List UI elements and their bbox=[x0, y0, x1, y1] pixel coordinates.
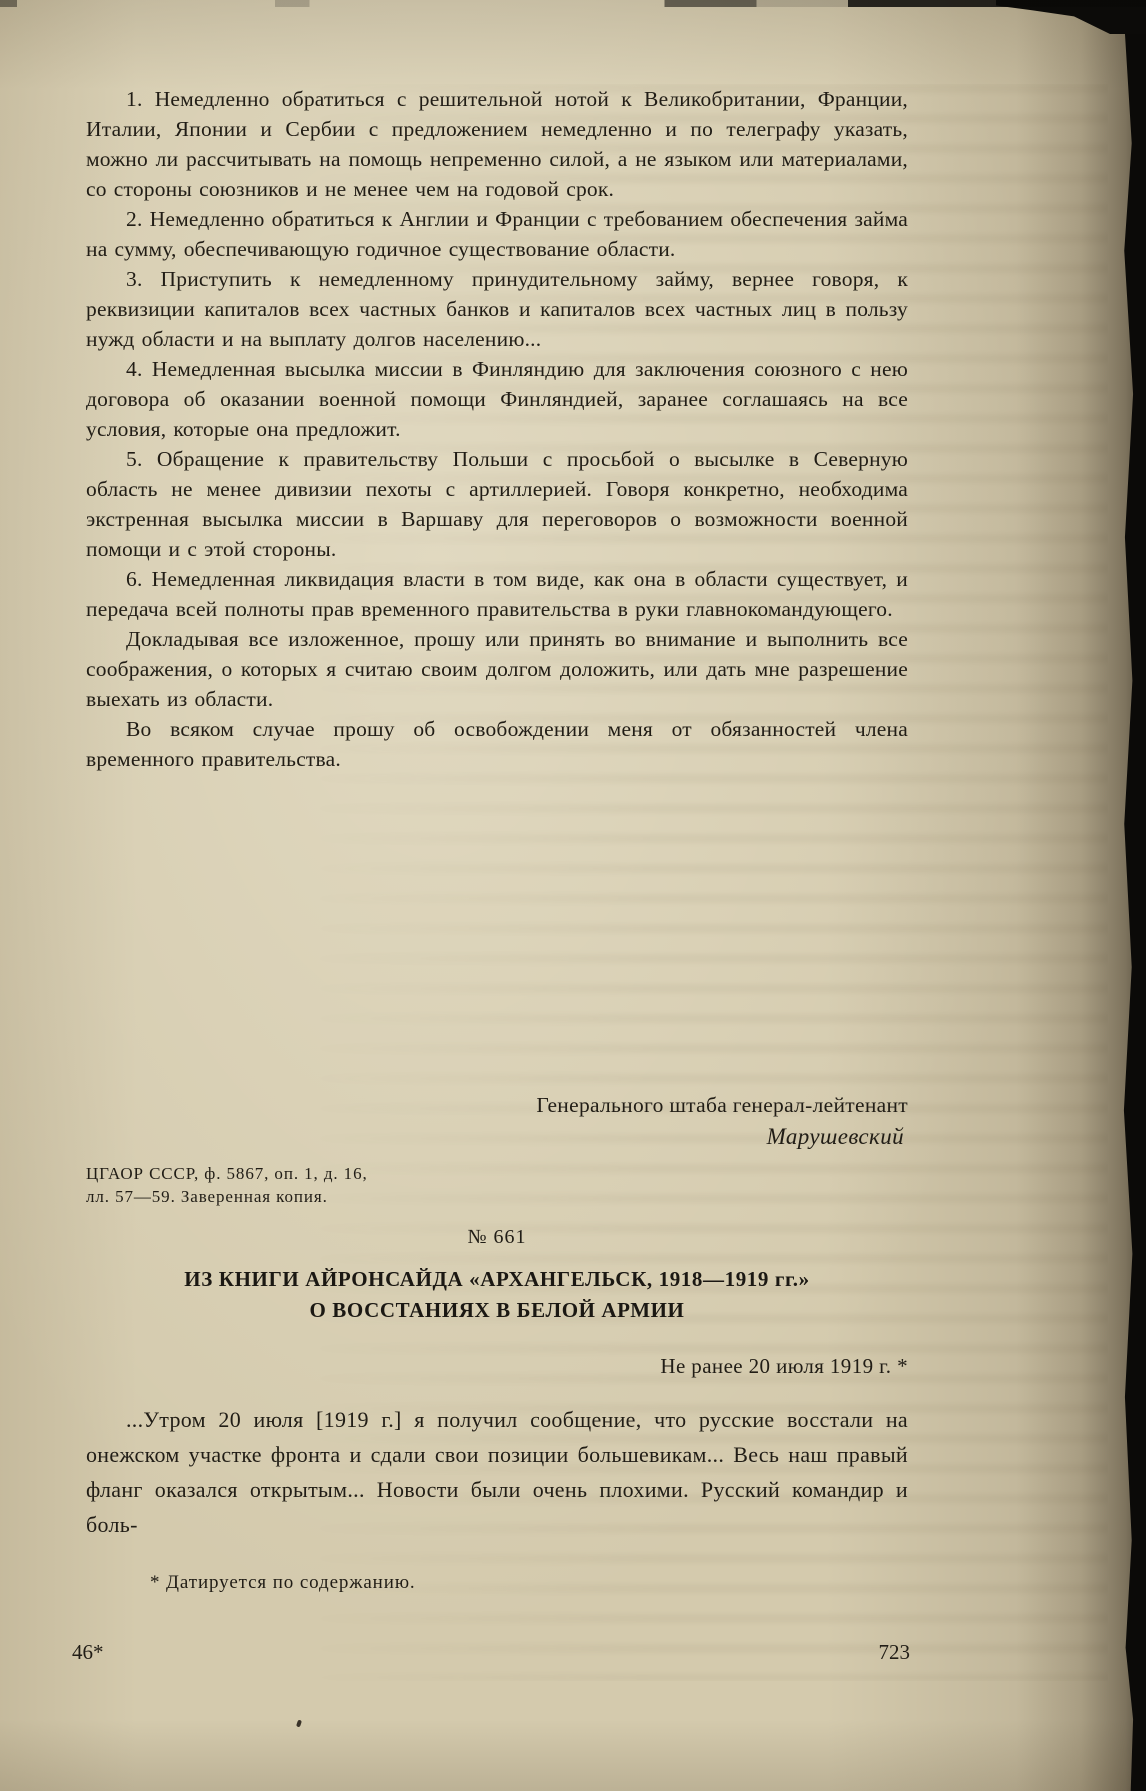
page-footer bbox=[72, 1640, 910, 1665]
document-number: № 661 bbox=[467, 1226, 527, 1248]
footnote: * Датируется по содержанию. bbox=[150, 1572, 416, 1593]
ultimatum-point-6: 6. Немедленная ликвидация власти в том виде, как она в области существует, и передача всей полноты прав временного правительства в руки главнокомандующего. bbox=[86, 567, 908, 621]
excerpt-paragraph: ...Утром 20 июля [1919 г.] я получил сообщение, что русские восстали на онежском участке фронта и сдали свои позиции большевикам... Весь наш правый фланг оказался открытым... Новости были очень плохими. Русский командир и боль- bbox=[86, 1407, 908, 1537]
ultimatum-point-5: 5. Обращение к правительству Польши с просьбой о высылке в Северную область не менее дивизии пехоты с артиллерией. Говоря конкретно, необходима экстренная высылка миссии в Варшаву для переговоров о возможности военной помощи и с этой стороны. bbox=[86, 447, 908, 561]
document-heading bbox=[86, 1264, 908, 1326]
scan-edge-top bbox=[0, 0, 1146, 7]
document-heading-line1: ИЗ КНИГИ АЙРОНСАЙДА «АРХАНГЕЛЬСК, 1918—1919 гг.» bbox=[184, 1267, 810, 1291]
ultimatum-point-4: 4. Немедленная высылка миссии в Финляндию для заключения союзного с нею договора об оказании военной помощи Финляндией, заранее соглашаясь на все условия, которые она предложит. bbox=[86, 357, 908, 441]
archive-reference-line1: ЦГАОР СССР, ф. 5867, оп. 1, д. 16, bbox=[86, 1164, 368, 1183]
signature-name: Марушевский bbox=[766, 1124, 904, 1149]
ink-speck bbox=[296, 1720, 302, 1728]
archive-reference bbox=[86, 1162, 368, 1208]
scan-edge-right bbox=[1112, 0, 1146, 1791]
quire-signature-mark: 46* bbox=[72, 1640, 104, 1664]
document-dateline: Не ранее 20 июля 1919 г. * bbox=[660, 1354, 908, 1378]
closing-paragraph-2: Во всяком случае прошу об освобождении меня от обязанностей члена временного правительства. bbox=[86, 717, 908, 771]
signature-block bbox=[86, 1090, 908, 1154]
closing-paragraph-1: Докладывая все изложенное, прошу или принять во внимание и выполнить все соображения, о которых я считаю своим долгом доложить, или дать мне разрешение выехать из области. bbox=[86, 627, 908, 711]
ultimatum-point-3: 3. Приступить к немедленному принудительному займу, вернее говоря, к реквизиции капиталов всех частных банков и капиталов всех частных лиц в пользу нужд области и на выплату долгов населению... bbox=[86, 267, 908, 351]
document-heading-line2: О ВОССТАНИЯХ В БЕЛОЙ АРМИИ bbox=[309, 1298, 685, 1322]
archive-reference-line2: лл. 57—59. Заверенная копия. bbox=[86, 1187, 328, 1206]
ultimatum-point-2: 2. Немедленно обратиться к Англии и Франции с требованием обеспечения займа на сумму, обеспечивающую годичное существование области. bbox=[86, 207, 908, 261]
ultimatum-point-1: 1. Немедленно обратиться с решительной нотой к Великобритании, Франции, Италии, Японии и Сербии с предложением немедленно и по телеграфу указать, можно ли рассчитывать на помощь непременно силой, а не языком или материалами, со стороны союзников и не менее чем на годовой срок. bbox=[86, 87, 908, 201]
signature-title: Генерального штаба генерал-лейтенант bbox=[536, 1093, 908, 1117]
excerpt-block bbox=[86, 1402, 908, 1542]
page-number: 723 bbox=[878, 1640, 910, 1664]
document-body bbox=[86, 84, 908, 774]
